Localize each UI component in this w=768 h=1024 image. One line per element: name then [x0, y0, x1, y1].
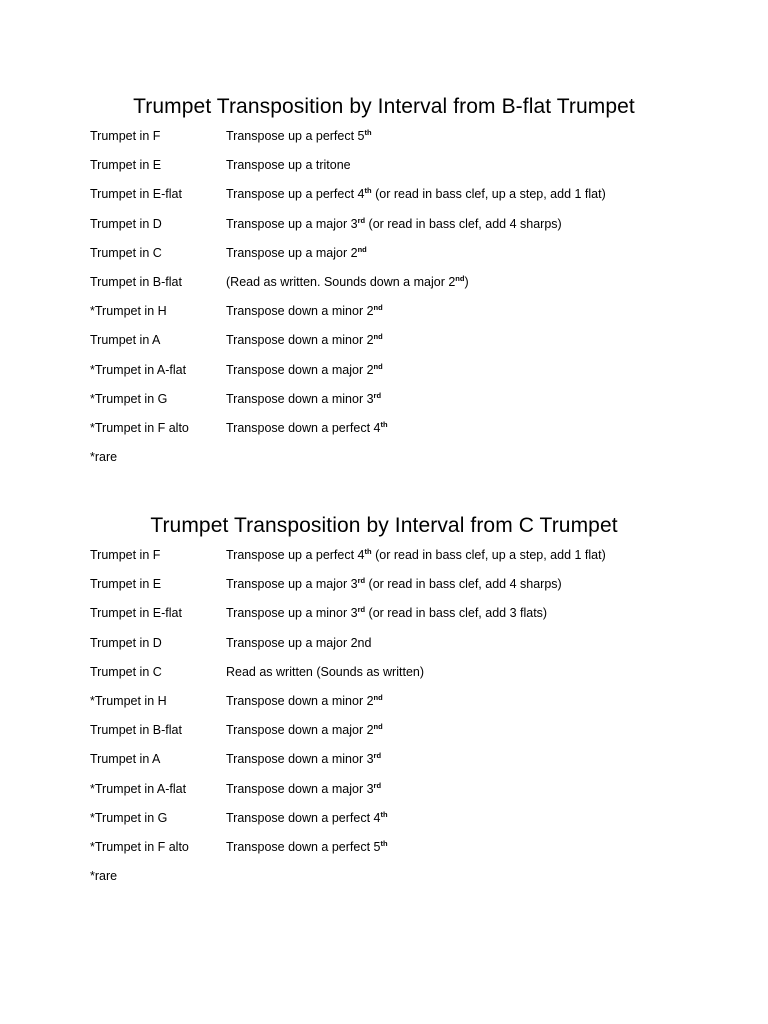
transposition-rule: Transpose up a major 3rd (or read in bass clef, add 4 sharps): [226, 576, 562, 592]
transposition-table: [0, 128, 768, 478]
section-title: Trumpet Transposition by Interval from C Trumpet: [150, 514, 618, 537]
transposition-rule: Transpose down a minor 3rd: [226, 751, 382, 767]
section-title: Trumpet Transposition by Interval from B-flat Trumpet: [133, 95, 635, 118]
transposition-rule: Transpose up a tritone: [226, 158, 351, 173]
table-row: [0, 810, 768, 839]
footnote: *rare: [90, 869, 118, 884]
table-row: [0, 274, 768, 303]
table-row: [0, 722, 768, 751]
transposition-rule: Transpose down a perfect 4th: [226, 419, 388, 435]
table-row: [0, 664, 768, 693]
instrument-name: Trumpet in E: [90, 577, 162, 592]
instrument-name: *Trumpet in G: [90, 391, 168, 406]
instrument-name: *Trumpet in F alto: [90, 420, 189, 435]
instrument-name: *Trumpet in F alto: [90, 839, 189, 854]
instrument-name: Trumpet in B-flat: [90, 274, 182, 289]
instrument-name: Trumpet in F: [90, 129, 161, 143]
instrument-name: Trumpet in A: [90, 752, 161, 767]
transposition-rule: Transpose up a perfect 4th (or read in bass clef, up a step, add 1 flat): [226, 546, 606, 562]
table-row: [0, 781, 768, 810]
table-row: [0, 693, 768, 722]
instrument-name: Trumpet in B-flat: [90, 723, 182, 738]
instrument-name: Trumpet in E-flat: [90, 606, 182, 621]
transposition-rule: Transpose down a major 2nd: [226, 721, 383, 738]
transposition-rule: Read as written (Sounds as written): [226, 664, 425, 679]
transposition-rule: Transpose up a major 2nd: [226, 244, 367, 260]
transposition-rule: Transpose down a minor 2nd: [226, 332, 383, 348]
instrument-name: Trumpet in D: [90, 635, 162, 650]
table-row: [0, 245, 768, 274]
instrument-name: Trumpet in E: [90, 158, 162, 173]
instrument-name: *Trumpet in G: [90, 810, 168, 825]
instrument-name: Trumpet in C: [90, 245, 162, 260]
instrument-name: *Trumpet in A-flat: [90, 781, 187, 796]
footnote-row: [0, 449, 768, 478]
table-row: [0, 128, 768, 157]
table-row: [0, 751, 768, 780]
table-row: [0, 635, 768, 664]
table-row: [0, 391, 768, 420]
transposition-rule: Transpose down a major 2nd: [226, 361, 383, 377]
transposition-rule: Transpose up a perfect 5th: [226, 127, 372, 143]
transposition-rule: Transpose up a perfect 4th (or read in bass clef, up a step, add 1 flat): [226, 186, 606, 202]
transposition-table: [0, 547, 768, 897]
table-row: [0, 576, 768, 605]
instrument-name: Trumpet in A: [90, 333, 161, 348]
transposition-rule: Transpose down a minor 3rd: [226, 390, 382, 406]
instrument-name: *Trumpet in H: [90, 304, 167, 319]
instrument-name: *Trumpet in A-flat: [90, 362, 187, 377]
table-row: [0, 362, 768, 391]
instrument-name: Trumpet in F: [90, 548, 161, 562]
instrument-name: Trumpet in C: [90, 664, 162, 679]
transposition-rule: Transpose down a perfect 4th: [226, 809, 388, 825]
table-row: [0, 420, 768, 449]
transposition-rule: Transpose up a major 3rd (or read in bass clef, add 4 sharps): [226, 215, 562, 231]
table-row: [0, 605, 768, 634]
instrument-name: Trumpet in E-flat: [90, 187, 182, 202]
table-row: [0, 332, 768, 361]
table-row: [0, 303, 768, 332]
transposition-rule: Transpose down a minor 2nd: [226, 302, 383, 319]
table-row: [0, 216, 768, 245]
footnote-row: [0, 868, 768, 897]
section-c-trumpet: [0, 511, 768, 897]
table-row: [0, 839, 768, 868]
table-row: [0, 547, 768, 576]
instrument-name: *Trumpet in H: [90, 693, 167, 708]
transposition-rule: Transpose down a minor 2nd: [226, 692, 383, 708]
table-row: [0, 186, 768, 215]
footnote: *rare: [90, 450, 118, 465]
transposition-rule: Transpose up a major 2nd: [226, 635, 372, 650]
transposition-rule: Transpose up a minor 3rd (or read in bass clef, add 3 flats): [226, 605, 548, 621]
transposition-rule: Transpose down a major 3rd: [226, 780, 382, 796]
table-row: [0, 157, 768, 186]
transposition-rule: Transpose down a perfect 5th: [226, 838, 388, 854]
transposition-rule: (Read as written. Sounds down a major 2nd): [226, 273, 469, 289]
section-bflat-trumpet: [0, 92, 768, 478]
instrument-name: Trumpet in D: [90, 216, 162, 231]
